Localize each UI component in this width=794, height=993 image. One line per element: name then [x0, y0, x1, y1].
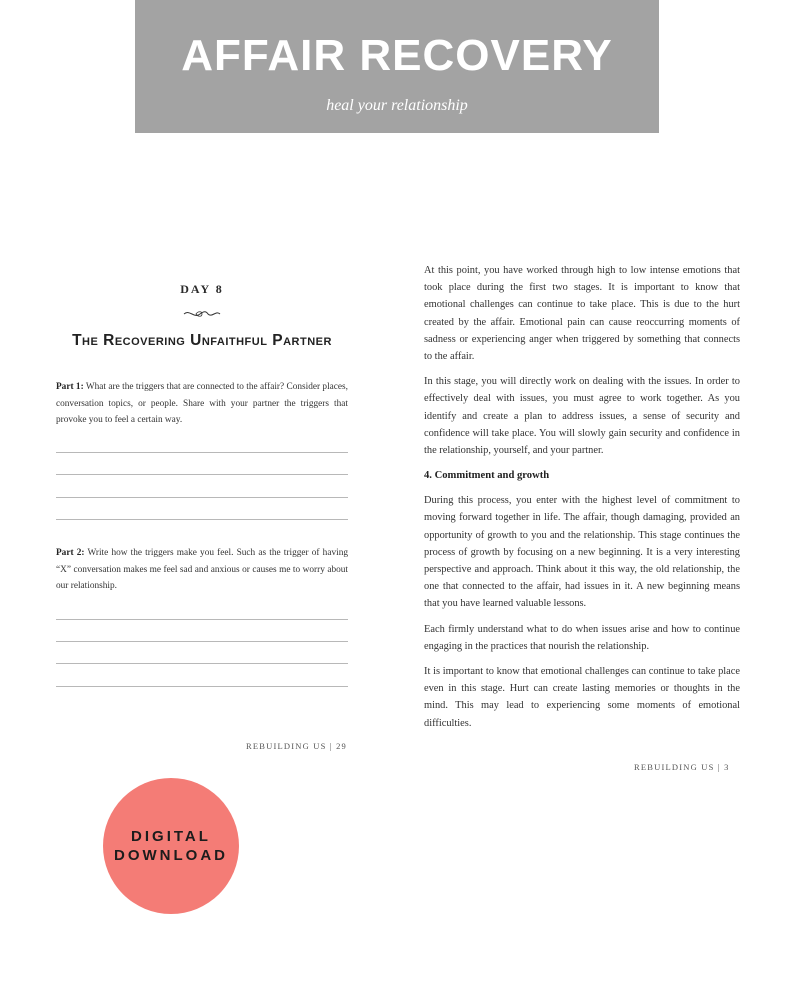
body-paragraph: At this point, you have worked through high to low intense emotions that took place during the first two stages. It is important to know that emotional challenges can continue to take place. This is due to the hurt created by the affair. Emotional pain can cause reoccurring moments of sadness or experiencing anger when triggered by something that connects to the affair.	[424, 265, 740, 363]
badge-line-1: DIGITAL	[131, 828, 211, 845]
right-page	[424, 262, 740, 740]
flourish-ornament-icon	[182, 308, 222, 320]
prompt-label: Part 2:	[56, 548, 85, 558]
writing-line	[56, 519, 348, 520]
product-subtitle: heal your relationship	[326, 97, 468, 114]
body-paragraph: In this stage, you will directly work on dealing with the issues. In order to effectively deal with issues, you must agree to work together. As you identify and create a plan to address issues, a sense of security and confidence will take place. You will slowly gain security and confidence in the relationship, yourself, and your partner.	[424, 376, 740, 457]
prompt-part-2	[56, 545, 348, 595]
prompt-part-1	[56, 379, 348, 429]
chapter-title: The Recovering Unfaithful Partner	[72, 332, 332, 349]
badge-line-2: DOWNLOAD	[114, 847, 228, 864]
body-paragraph: It is important to know that emotional challenges can continue to take place even in this stage. Hurt can create lasting memories or thoughts in the mind. This may lead to experiencing some moments of emotional difficulties.	[424, 666, 740, 729]
writing-line	[56, 497, 348, 498]
writing-line	[56, 474, 348, 475]
writing-line	[56, 452, 348, 453]
body-paragraph: Each firmly understand what to do when issues arise and how to continue engaging in the practices that nourish the relationship.	[424, 623, 740, 652]
writing-line	[56, 641, 348, 642]
page-footer-right	[634, 760, 744, 772]
section-heading: 4. Commitment and growth	[424, 470, 550, 482]
prompt-text: Write how the triggers make you feel. Such as the trigger of having “X” conversation makes me feel sad and anxious or causes me to worry about our relationship.	[56, 548, 348, 591]
digital-download-badge	[103, 778, 239, 914]
prompt-label: Part 1:	[56, 382, 84, 392]
day-label: DAY 8	[180, 282, 224, 296]
writing-line	[56, 663, 348, 664]
footer-text: REBUILDING US | 3	[634, 762, 730, 772]
product-title: AFFAIR RECOVERY	[181, 31, 613, 80]
writing-line	[56, 686, 348, 687]
page-footer-left: REBUILDING US | 29	[246, 741, 347, 751]
body-paragraph: During this process, you enter with the highest level of commitment to moving forward together in life. The affair, though damaging, provided an opportunity of growth to you and the relationship. This stage continues the process of growth by focusing on a new beginning. It is a very interesting perspective and approach. Think about it this way, the old relationship, the one that connected to the affair, had issues in it. A new beginning means that you have learned valuable lessons.	[424, 495, 740, 610]
title-banner	[135, 0, 659, 133]
writing-line	[56, 619, 348, 620]
prompt-text: What are the triggers that are connected to the affair? Consider places, conversation topics, or people. Share with your partner the triggers that provoke you to feel a certain way.	[56, 382, 348, 425]
